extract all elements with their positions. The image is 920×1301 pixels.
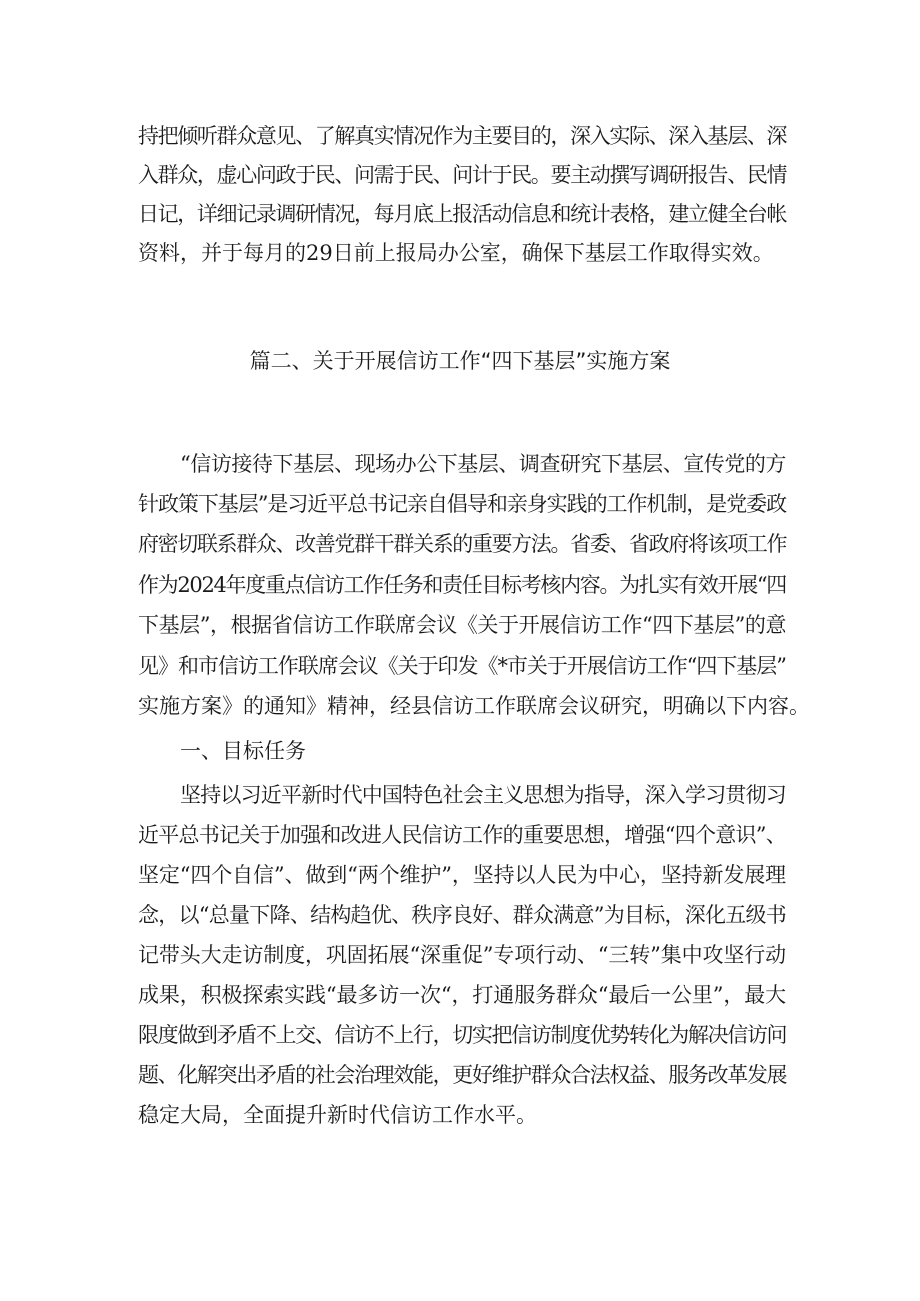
- paragraph-line: 限度做到矛盾不上交、信访不上行，切实把信访制度优势转化为解决信访问: [138, 1023, 787, 1047]
- paragraph-line: 念，以“总量下降、结构趋优、秩序良好、群众满意”为目标，深化五级书: [138, 903, 787, 927]
- paragraph-line: 实施方案》的通知》精神，经县信访工作联席会议研究，明确以下内容。: [138, 694, 810, 718]
- paragraph-line: 坚定“四个自信”、做到“两个维护”，坚持以人民为中心，坚持新发展理: [138, 863, 786, 887]
- paragraph-line: 入群众，虚心问政于民、问需于民、问计于民。要主动撰写调研报告、民情: [138, 163, 787, 187]
- section-title: 篇二、关于开展信访工作“四下基层”实施方案: [249, 349, 671, 373]
- paragraph-line: 近平总书记关于加强和改进人民信访工作的重要思想，增强“四个意识”、: [138, 823, 787, 847]
- paragraph-line: 作为2024年度重点信访工作任务和责任目标考核内容。为扎实有效开展“四: [138, 573, 786, 597]
- paragraph-line: 针政策下基层”是习近平总书记亲自倡导和亲身实践的工作机制，是党委政: [138, 492, 787, 516]
- paragraph-line: 坚持以习近平新时代中国特色社会主义思想为指导，深入学习贯彻习: [180, 783, 786, 807]
- paragraph-line: 见》和市信访工作联席会议《关于印发《*市关于开展信访工作“四下基层”: [138, 654, 786, 678]
- paragraph-line: 日记，详细记录调研情况，每月底上报活动信息和统计表格，建立健全台帐: [138, 202, 787, 226]
- paragraph-line: 成果，积极探索实践“最多访一次“，打通服务群众“最后一公里”，最大: [138, 983, 786, 1007]
- paragraph-line: 资料，并于每月的29日前上报局办公室，确保下基层工作取得实效。: [138, 241, 774, 265]
- paragraph-line: 记带头大走访制度，巩固拓展“深重促”专项行动、“三转”集中攻坚行动: [138, 943, 786, 967]
- paragraph-line: 下基层”，根据省信访工作联席会议《关于开展信访工作“四下基层”的意: [138, 613, 787, 637]
- paragraph-line: 稳定大局，全面提升新时代信访工作水平。: [138, 1103, 537, 1127]
- paragraph-line: 持把倾听群众意见、了解真实情况作为主要目的，深入实际、深入基层、深: [138, 124, 787, 148]
- heading-target-tasks: 一、目标任务: [180, 739, 306, 763]
- paragraph-line: 府密切联系群众、改善党群干群关系的重要方法。省委、省政府将该项工作: [138, 532, 787, 556]
- paragraph-line: 题、化解突出矛盾的社会治理效能，更好维护群众合法权益、服务改革发展: [138, 1063, 787, 1087]
- paragraph-line: “信访接待下基层、现场办公下基层、调查研究下基层、宣传党的方: [180, 452, 786, 476]
